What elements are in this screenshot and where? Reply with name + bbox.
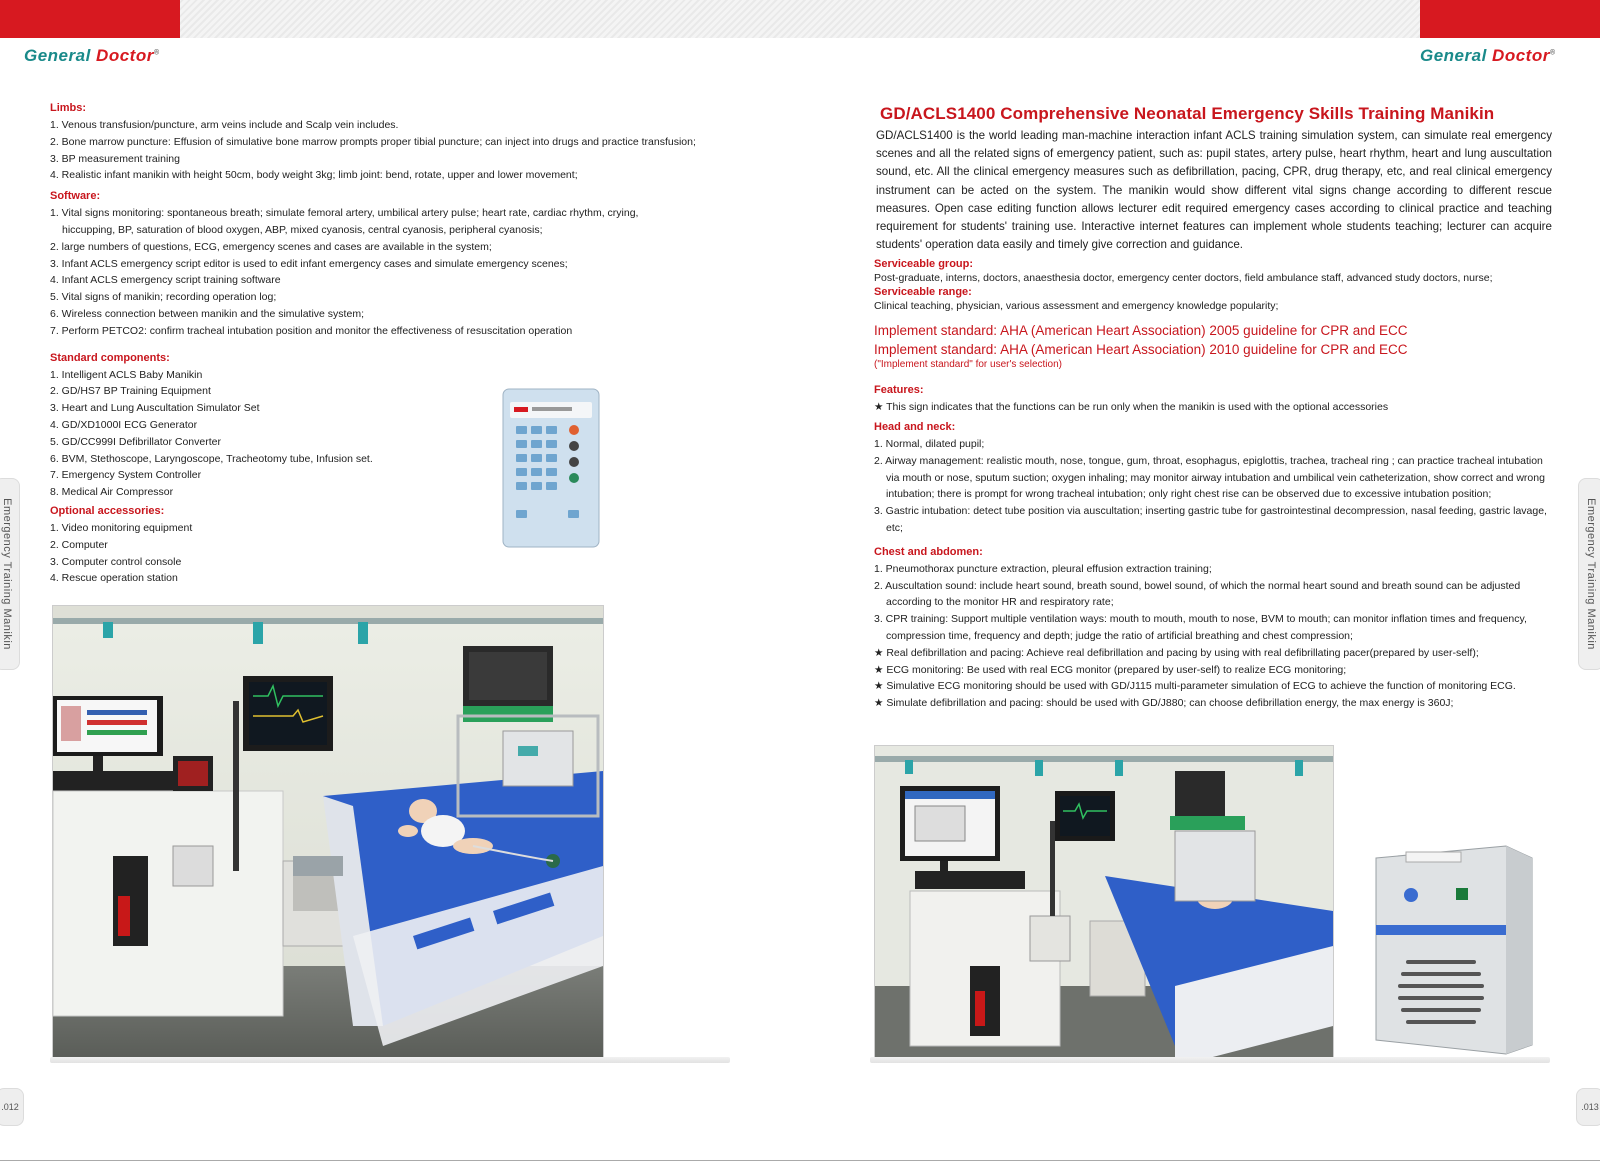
software-list: [50, 205, 670, 339]
serviceable-group-heading: Serviceable group:: [874, 258, 974, 270]
list-item: 3. Gastric intubation: detect tube position via auscultation; inserting gastric tube for gastrointestinal decompression, nasal feeding, gastric lavage, etc;: [874, 505, 1547, 534]
right-info-block: [874, 258, 1564, 712]
serviceable-range-text: Clinical teaching, physician, various assessment and emergency knowledge popularity;: [874, 300, 1279, 312]
software-heading: Software:: [50, 190, 101, 203]
list-item: 1. Normal, dilated pupil;: [874, 438, 985, 450]
optional-accessories-heading: Optional accessories:: [50, 504, 165, 517]
left-bottom-rule: [50, 1057, 730, 1063]
list-item: 6. Wireless connection between manikin and the simulative system;: [50, 307, 364, 320]
implement-standard-2010: Implement standard: AHA (American Heart Association) 2010 guideline for CPR and ECC: [874, 341, 1408, 357]
page-number-left: .012: [0, 1088, 24, 1126]
left-column: [50, 102, 740, 587]
head-neck-heading: Head and neck:: [874, 421, 956, 433]
list-item: 1. Pneumothorax puncture extraction, pleural effusion extraction training;: [874, 562, 1212, 575]
page-number-right: .013: [1576, 1088, 1600, 1126]
list-item: 2. large numbers of questions, ECG, emergency scenes and cases are available in the system;: [50, 240, 492, 253]
list-item: 2. Auscultation sound: include heart sound, breath sound, bowel sound, of which the normal heart sound and breath sound can be adjusted according to the monitor HR and respiratory rate;: [874, 579, 1521, 609]
right-bottom-rule: [870, 1057, 1550, 1063]
list-item: 2. GD/HS7 BP Training Equipment: [50, 385, 211, 398]
list-item: 2. Airway management: realistic mouth, nose, tongue, gum, throat, esophagus, epiglottis, trachea, tracheal ring ; can practice tracheal intubation via mouth or nose, sputum suction; oxygen inhaling; may monitor airway intubation and umbilical vein catheterization, show correct and wrong intubation; there is prompt for wrong tracheal intubation; only right chest rise can be observed due to excessive intubation position;: [874, 454, 1545, 501]
list-item: 2. Computer: [50, 538, 108, 551]
list-item: 4. Infant ACLS emergency script training software: [50, 274, 281, 287]
right-red-block: [1420, 0, 1600, 38]
list-item: 5. GD/CC999I Defibrillator Converter: [50, 435, 221, 448]
standard-components-heading: Standard components:: [50, 351, 170, 364]
logo-right: General Doctor®: [1420, 46, 1556, 65]
list-item: 3. CPR training: Support multiple ventilation ways: mouth to mouth, mouth to nose, BVM to mouth; can monitor inflation times and frequency, compression time, frequency and depth; judge the ratio of artificial breathing and chest compression;: [874, 613, 1527, 642]
limbs-list: [50, 117, 740, 184]
features-heading: Features:: [874, 384, 924, 396]
list-item: 4. GD/XD1000I ECG Generator: [50, 418, 198, 431]
list-item: 4. Rescue operation station: [50, 572, 178, 585]
list-item: 7. Emergency System Controller: [50, 469, 202, 482]
page-bottom-line: [0, 1160, 1600, 1161]
left-side-tab: [0, 478, 20, 670]
emergency-controller-image: [502, 388, 600, 548]
chest-abdomen-heading: Chest and abdomen:: [874, 545, 983, 558]
list-item: 3. Infant ACLS emergency script editor is used to edit infant emergency cases and simulate emergency scenes;: [50, 257, 568, 270]
list-item: ★ Real defibrillation and pacing: Achieve real defibrillation and pacing by using with real defibrillating pacer(prepared by user-self);: [874, 646, 1479, 659]
list-item: 1. Vital signs monitoring: spontaneous breath; simulate femoral artery, umbilical artery pulse; heart rate, cardiac rhythm, crying, hiccupping, BP, saturation of blood oxygen, ABP, mixed cyanosis, central cyanosis, peripheral cyanosis;: [50, 207, 639, 236]
serviceable-group-text: Post-graduate, interns, doctors, anaesthesia doctor, emergency center doctors, field ambulance staff, advanced study doctors, nurse;: [874, 272, 1493, 284]
list-item: 8. Medical Air Compressor: [50, 486, 174, 499]
list-item: ★ Simulate defibrillation and pacing: should be used with GD/J880; can choose defibrillation energy, the max energy is 360J;: [874, 697, 1454, 710]
top-strip: [0, 0, 1600, 38]
implement-standard-note: ("Implement standard" for user's selection): [874, 359, 1062, 370]
head-neck-list: [874, 436, 1554, 537]
chest-abdomen-list: [874, 561, 1554, 712]
side-tab-label: Emergency Training Manikin: [1585, 498, 1597, 650]
implement-standard-2005: Implement standard: AHA (American Heart Association) 2005 guideline for CPR and ECC: [874, 323, 1408, 338]
list-item: 7. Perform PETCO2: confirm tracheal intubation position and monitor the effectiveness of resuscitation operation: [50, 324, 573, 337]
list-item: ★ Simulative ECG monitoring should be used with GD/J115 multi-parameter simulation of ECG to achieve the function of monitoring ECG.: [874, 680, 1516, 693]
list-item: 3. Computer control console: [50, 555, 182, 568]
list-item: 6. BVM, Stethoscope, Laryngoscope, Tracheotomy tube, Infusion set.: [50, 452, 373, 465]
standard-components-list: [50, 367, 740, 501]
list-item: 5. Vital signs of manikin; recording operation log;: [50, 291, 277, 304]
optional-accessories-list: [50, 520, 740, 587]
list-item: 2. Bone marrow puncture: Effusion of simulative bone marrow prompts proper tibial puncture; can inject into drugs and practice transfusion;: [50, 135, 696, 148]
intro-paragraph: GD/ACLS1400 is the world leading man-machine interaction infant ACLS training simulation system, can simulate real emergency scenes and all the related signs of emergency patient, such as: pupil states, artery pulse, heart rhythm, heart and lung auscultation sound, etc. All the clinical emergency measures such as defibrillation, pacing, CPR, drug therapy, etc, and real clinical emergency instrument can be acted on the system. The manikin would show different vital signs change according to different rescue measures. Open case editing function allows lecturer edit required emergency cases according to clinical practice and teaching requirement for students' training use. Interactive internet features can implement whole students teaching; lecturer can acquire students' operation data easily and timely give correction and guidance.: [876, 129, 1552, 252]
limbs-heading: Limbs:: [50, 102, 87, 114]
side-tab-label: Emergency Training Manikin: [1, 498, 13, 650]
serviceable-range-heading: Serviceable range:: [874, 286, 972, 298]
left-red-block: [0, 0, 180, 38]
list-item: 1. Venous transfusion/puncture, arm veins include and Scalp vein includes.: [50, 119, 399, 131]
air-compressor-image: [1366, 840, 1536, 1055]
list-item: 3. BP measurement training: [50, 152, 180, 165]
training-room-photo-left: [52, 605, 604, 1060]
right-side-tab: [1578, 478, 1600, 670]
training-room-photo-right: [874, 745, 1334, 1060]
list-item: 4. Realistic infant manikin with height 50cm, body weight 3kg; limb joint: bend, rotate, upper and lower movement;: [50, 169, 578, 182]
list-item: 1. Intelligent ACLS Baby Manikin: [50, 368, 203, 381]
page-title: GD/ACLS1400 Comprehensive Neonatal Emergency Skills Training Manikin: [880, 104, 1495, 123]
list-item: 1. Video monitoring equipment: [50, 521, 193, 534]
list-item: ★ ECG monitoring: Be used with real ECG monitor (prepared by user-self) to realize ECG monitoring;: [874, 663, 1347, 676]
features-text: ★ This sign indicates that the functions can be run only when the manikin is used with the optional accessories: [874, 401, 1389, 413]
list-item: 3. Heart and Lung Auscultation Simulator Set: [50, 402, 260, 415]
logo-left: General Doctor®: [24, 46, 160, 65]
